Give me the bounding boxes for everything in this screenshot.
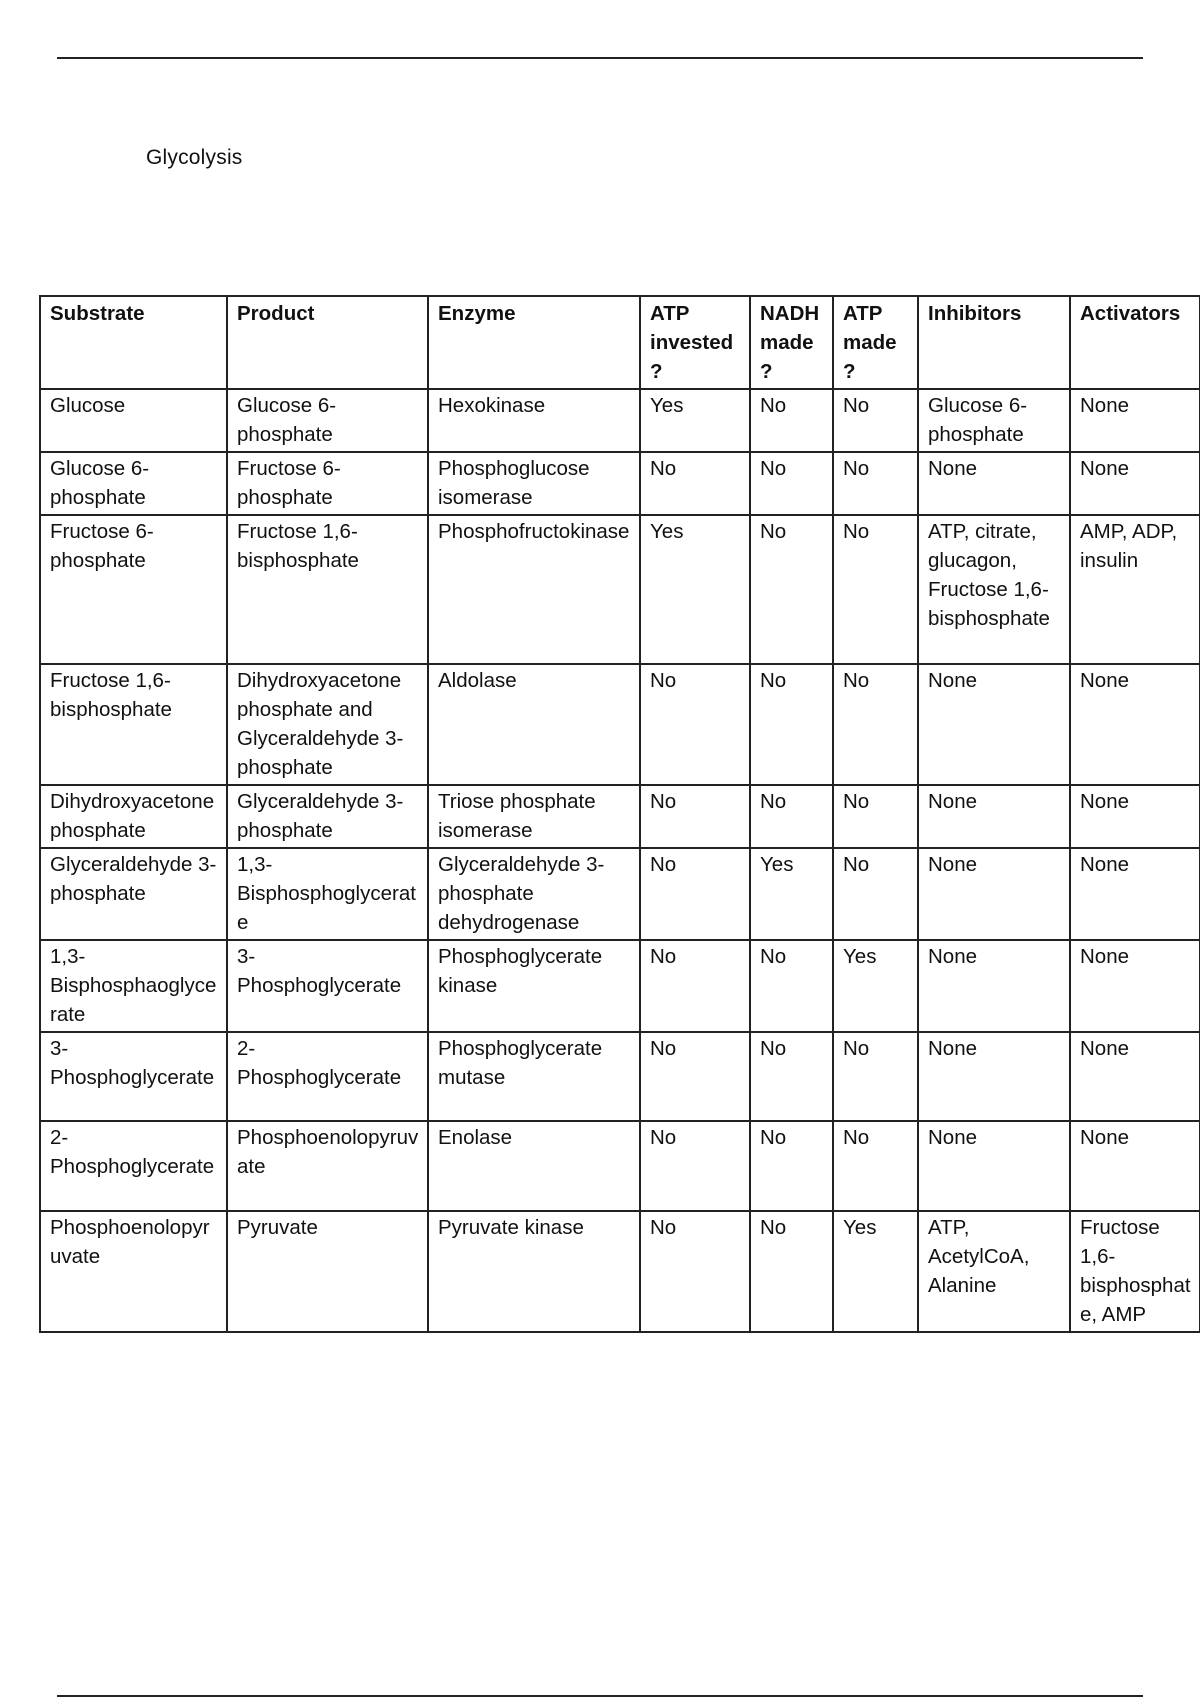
cell-nadh-made: No (750, 664, 833, 785)
cell-activators: None (1070, 940, 1200, 1032)
cell-activators: None (1070, 452, 1200, 515)
cell-activators: None (1070, 1121, 1200, 1211)
cell-inhibitors: ATP, citrate, glucagon, Fructose 1,6-bisphosphate (918, 515, 1070, 664)
cell-product: Glyceraldehyde 3-phosphate (227, 785, 428, 848)
cell-activators: None (1070, 848, 1200, 940)
table-row (40, 848, 1200, 940)
header-atp-invested: ATP invested ? (640, 296, 750, 389)
cell-nadh-made: Yes (750, 848, 833, 940)
document-title: Glycolysis (146, 146, 243, 169)
table-row (40, 940, 1200, 1032)
cell-atp-invested: No (640, 848, 750, 940)
glycolysis-table (39, 295, 1200, 1333)
cell-atp-made: Yes (833, 940, 918, 1032)
cell-enzyme: Phosphofructokinase (428, 515, 640, 664)
cell-nadh-made: No (750, 389, 833, 452)
cell-atp-invested: No (640, 1032, 750, 1121)
cell-atp-invested: No (640, 452, 750, 515)
cell-enzyme: Aldolase (428, 664, 640, 785)
cell-inhibitors: ATP, AcetylCoA, Alanine (918, 1211, 1070, 1332)
cell-product: 3-Phosphoglycerate (227, 940, 428, 1032)
cell-atp-invested: No (640, 1211, 750, 1332)
header-activators: Activators (1070, 296, 1200, 389)
cell-atp-made: No (833, 452, 918, 515)
cell-atp-invested: No (640, 940, 750, 1032)
footer-rule (57, 1695, 1143, 1697)
cell-substrate: 2-Phosphoglycerate (40, 1121, 227, 1211)
cell-atp-invested: Yes (640, 389, 750, 452)
cell-enzyme: Pyruvate kinase (428, 1211, 640, 1332)
cell-atp-invested: Yes (640, 515, 750, 664)
header-enzyme: Enzyme (428, 296, 640, 389)
header-substrate: Substrate (40, 296, 227, 389)
cell-enzyme: Glyceraldehyde 3-phosphate dehydrogenase (428, 848, 640, 940)
header-product: Product (227, 296, 428, 389)
cell-inhibitors: None (918, 940, 1070, 1032)
cell-atp-made: Yes (833, 1211, 918, 1332)
table-row (40, 1032, 1200, 1121)
cell-atp-made: No (833, 785, 918, 848)
table-row (40, 785, 1200, 848)
cell-substrate: Fructose 1,6-bisphosphate (40, 664, 227, 785)
cell-substrate: 3-Phosphoglycerate (40, 1032, 227, 1121)
cell-inhibitors: None (918, 452, 1070, 515)
cell-activators: None (1070, 389, 1200, 452)
header-nadh-made: NADH made ? (750, 296, 833, 389)
cell-product: Phosphoenolopyruvate (227, 1121, 428, 1211)
cell-product: 1,3-Bisphosphoglycerate (227, 848, 428, 940)
cell-nadh-made: No (750, 1032, 833, 1121)
cell-atp-made: No (833, 848, 918, 940)
header-rule (57, 57, 1143, 59)
cell-substrate: Glucose 6-phosphate (40, 452, 227, 515)
cell-substrate: Glyceraldehyde 3-phosphate (40, 848, 227, 940)
cell-atp-made: No (833, 1121, 918, 1211)
cell-nadh-made: No (750, 452, 833, 515)
table-row (40, 1211, 1200, 1332)
cell-enzyme: Triose phosphate isomerase (428, 785, 640, 848)
cell-atp-invested: No (640, 1121, 750, 1211)
cell-activators: None (1070, 785, 1200, 848)
table-header-row (40, 296, 1200, 389)
cell-substrate: 1,3-Bisphosphaoglycerate (40, 940, 227, 1032)
cell-enzyme: Phosphoglucose isomerase (428, 452, 640, 515)
cell-inhibitors: None (918, 1121, 1070, 1211)
cell-atp-made: No (833, 515, 918, 664)
cell-substrate: Glucose (40, 389, 227, 452)
cell-nadh-made: No (750, 1211, 833, 1332)
cell-inhibitors: Glucose 6-phosphate (918, 389, 1070, 452)
cell-nadh-made: No (750, 940, 833, 1032)
cell-product: Fructose 6-phosphate (227, 452, 428, 515)
cell-atp-invested: No (640, 785, 750, 848)
cell-product: Glucose 6-phosphate (227, 389, 428, 452)
cell-product: Pyruvate (227, 1211, 428, 1332)
cell-nadh-made: No (750, 1121, 833, 1211)
cell-enzyme: Hexokinase (428, 389, 640, 452)
cell-atp-made: No (833, 389, 918, 452)
table-row (40, 1121, 1200, 1211)
table-row (40, 515, 1200, 664)
cell-inhibitors: None (918, 785, 1070, 848)
header-inhibitors: Inhibitors (918, 296, 1070, 389)
cell-product: Dihydroxyacetone phosphate and Glyceraldehyde 3-phosphate (227, 664, 428, 785)
cell-enzyme: Enolase (428, 1121, 640, 1211)
cell-activators: AMP, ADP, insulin (1070, 515, 1200, 664)
table-row (40, 452, 1200, 515)
cell-atp-made: No (833, 664, 918, 785)
cell-enzyme: Phosphoglycerate mutase (428, 1032, 640, 1121)
cell-inhibitors: None (918, 848, 1070, 940)
cell-substrate: Fructose 6-phosphate (40, 515, 227, 664)
cell-inhibitors: None (918, 664, 1070, 785)
cell-activators: None (1070, 1032, 1200, 1121)
cell-product: Fructose 1,6-bisphosphate (227, 515, 428, 664)
cell-activators: None (1070, 664, 1200, 785)
table-row (40, 389, 1200, 452)
cell-inhibitors: None (918, 1032, 1070, 1121)
cell-nadh-made: No (750, 515, 833, 664)
cell-atp-made: No (833, 1032, 918, 1121)
cell-substrate: Dihydroxyacetone phosphate (40, 785, 227, 848)
cell-nadh-made: No (750, 785, 833, 848)
cell-enzyme: Phosphoglycerate kinase (428, 940, 640, 1032)
cell-atp-invested: No (640, 664, 750, 785)
cell-activators: Fructose 1,6-bisphosphate, AMP (1070, 1211, 1200, 1332)
cell-product: 2-Phosphoglycerate (227, 1032, 428, 1121)
table-row (40, 664, 1200, 785)
header-atp-made: ATP made ? (833, 296, 918, 389)
cell-substrate: Phosphoenolopyruvate (40, 1211, 227, 1332)
